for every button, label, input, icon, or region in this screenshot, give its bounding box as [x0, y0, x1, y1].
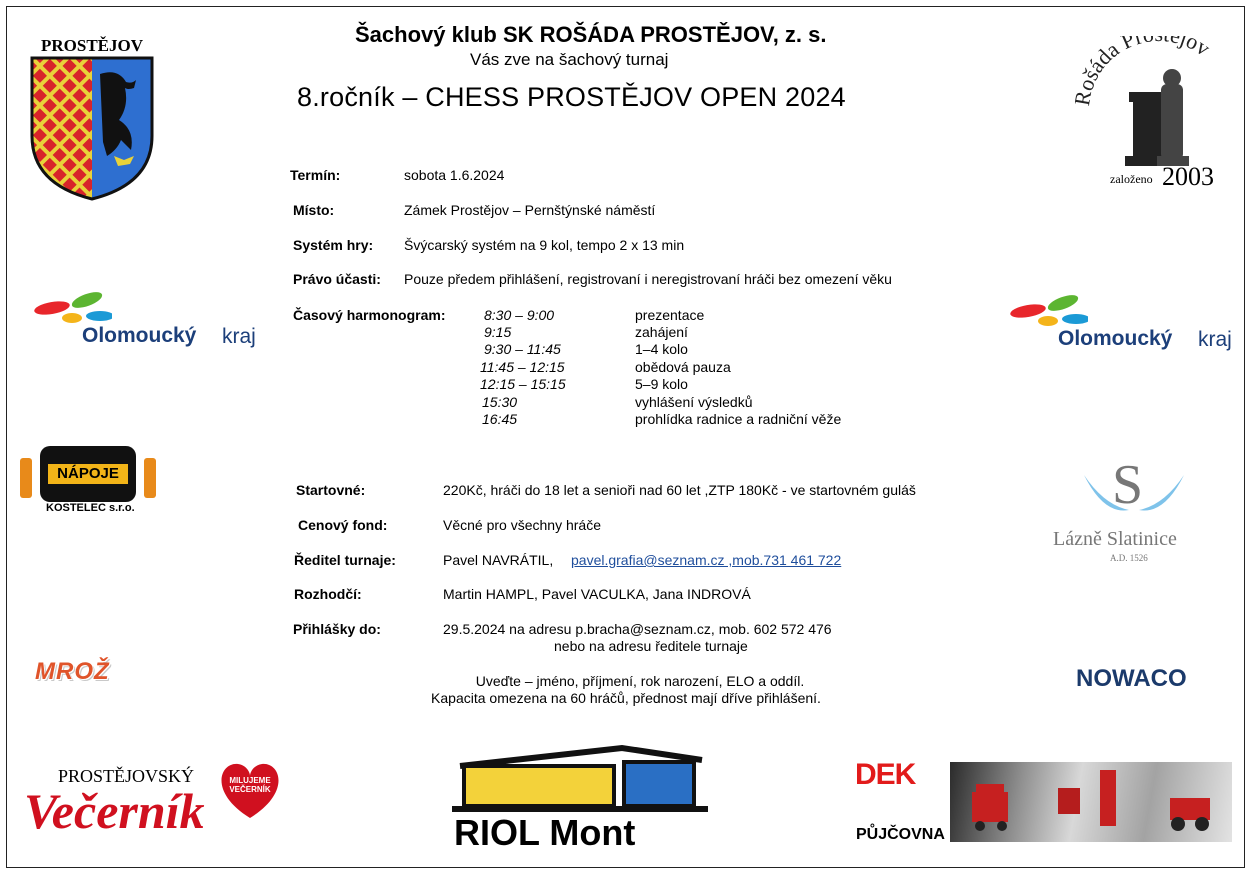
startovne-label: Startovné:: [296, 482, 366, 498]
kraj-flower-icon: [32, 288, 112, 328]
schedule-time: 12:15 – 15:15: [480, 376, 566, 392]
schedule-event: 5–9 kolo: [635, 376, 688, 392]
schedule-label: Časový harmonogram:: [293, 307, 446, 323]
riol-mont-logo: [452, 742, 712, 852]
dek-logo: DEK: [855, 758, 916, 791]
schedule-time: 11:45 – 12:15: [480, 359, 565, 375]
kostelec-text: KOSTELEC s.r.o.: [46, 502, 135, 514]
olomoucky-kraj-logo-left: [32, 288, 262, 353]
termin-label: Termín:: [290, 167, 341, 183]
system-label: Systém hry:: [293, 237, 374, 253]
prihlasky-line2: nebo na adresu ředitele turnaje: [554, 638, 748, 654]
misto-label: Místo:: [293, 202, 335, 218]
misto-value: Zámek Prostějov – Pernštýnské náměstí: [404, 202, 656, 218]
pravo-value: Pouze předem přihlášení, registrovaní i neregistrovaní hráči bez omezení věku: [404, 271, 892, 287]
schedule-event: obědová pauza: [635, 359, 731, 375]
fond-label: Cenový fond:: [298, 517, 388, 533]
vecernik-top-text: PROSTĚJOVSKÝ: [58, 766, 195, 786]
olomoucky-text: Olomoucký: [1058, 327, 1173, 350]
schedule-event: prezentace: [635, 307, 705, 323]
startovne-value: 220Kč, hráči do 18 let a senioři nad 60 let ,ZTP 180Kč - ve startovném guláš: [443, 482, 916, 498]
lazne-s-letter: S: [1112, 454, 1144, 516]
prostejov-logo-text: PROSTĚJOV: [40, 36, 144, 55]
rozhodci-value: Martin HAMPL, Pavel VACULKA, Jana INDROVÁ: [443, 586, 751, 602]
schedule-time: 9:30 – 11:45: [484, 341, 561, 357]
bottle-icon: [20, 458, 32, 498]
riol-text: RIOL Mont: [454, 812, 636, 853]
pravo-label: Právo účasti:: [293, 271, 381, 287]
note-line2: Kapacita omezena na 60 hráčů, přednost mají dříve přihlášení.: [431, 690, 821, 706]
lazne-text: Lázně Slatinice: [1053, 528, 1177, 550]
vecernik-logo: [24, 762, 284, 842]
page-frame: [6, 6, 1245, 868]
termin-value: sobota 1.6.2024: [404, 167, 505, 183]
lazne-ad-text: A.D. 1526: [1110, 553, 1148, 563]
rosada-chess-pieces-icon: [1075, 36, 1245, 201]
bottle-icon: [144, 458, 156, 498]
mroz-logo: MROŽ: [35, 658, 110, 685]
rosada-year: 2003: [1162, 162, 1214, 191]
olomoucky-kraj-logo-right: [1008, 291, 1240, 356]
napoje-kostelec-logo: [18, 446, 158, 518]
heart-text: MILUJEME VEČERNÍK: [229, 776, 271, 794]
schedule-time: 15:30: [482, 394, 518, 410]
prihlasky-label: Přihlášky do:: [293, 621, 381, 637]
tournament-title: 8.ročník – CHESS PROSTĚJOV OPEN 2024: [297, 82, 846, 112]
rosada-club-logo: [1075, 36, 1245, 201]
nowaco-logo: NOWACO: [1076, 665, 1187, 692]
invite-text: Vás zve na šachový turnaj: [470, 50, 669, 69]
schedule-time: 9:15: [484, 324, 512, 340]
fond-value: Věcné pro všechny hráče: [443, 517, 601, 533]
napoje-text: NÁPOJE: [48, 464, 128, 484]
rosada-zalozeno: založeno: [1110, 172, 1153, 186]
note-line1: Uveďte – jméno, příjmení, rok narození, ELO a oddíl.: [475, 673, 805, 689]
prostejov-coat-of-arms-logo: [30, 36, 160, 206]
schedule-event: vyhlášení výsledků: [635, 394, 753, 410]
prihlasky-line1: 29.5.2024 na adresu p.bracha@seznam.cz, mob. 602 572 476: [443, 621, 832, 637]
club-title: Šachový klub SK ROŠÁDA PROSTĚJOV, z. s.: [355, 22, 827, 47]
machinery-photo: [950, 762, 1232, 842]
kraj-text: kraj: [222, 325, 256, 348]
schedule-time: 16:45: [482, 411, 518, 427]
schedule-event: zahájení: [635, 324, 688, 340]
lazne-slatinice-logo: [1050, 455, 1220, 565]
machinery-icon: [950, 762, 1232, 842]
schedule-event: 1–4 kolo: [635, 341, 688, 357]
coat-of-arms-icon: [30, 56, 154, 201]
pujcovna-text: PŮJČOVNA: [856, 826, 945, 843]
reditel-name: Pavel NAVRÁTIL,: [443, 552, 554, 568]
rozhodci-label: Rozhodčí:: [294, 586, 362, 602]
schedule-time: 8:30 – 9:00: [484, 307, 555, 323]
reditel-contact-link[interactable]: pavel.grafia@seznam.cz ,mob.731 461 722: [571, 552, 842, 568]
kraj-flower-icon: [1008, 291, 1088, 331]
olomoucky-text: Olomoucký: [82, 324, 197, 347]
reditel-label: Ředitel turnaje:: [294, 552, 396, 568]
riol-house-icon: [452, 742, 712, 814]
kraj-text: kraj: [1198, 328, 1232, 351]
vecernik-text: Večerník: [24, 783, 205, 839]
rosada-arc-text: ošáda Pr jov: [1075, 36, 1215, 94]
schedule-event: prohlídka radnice a radniční věže: [635, 411, 842, 427]
system-value: Švýcarský systém na 9 kol, tempo 2 x 13 min: [404, 237, 685, 253]
